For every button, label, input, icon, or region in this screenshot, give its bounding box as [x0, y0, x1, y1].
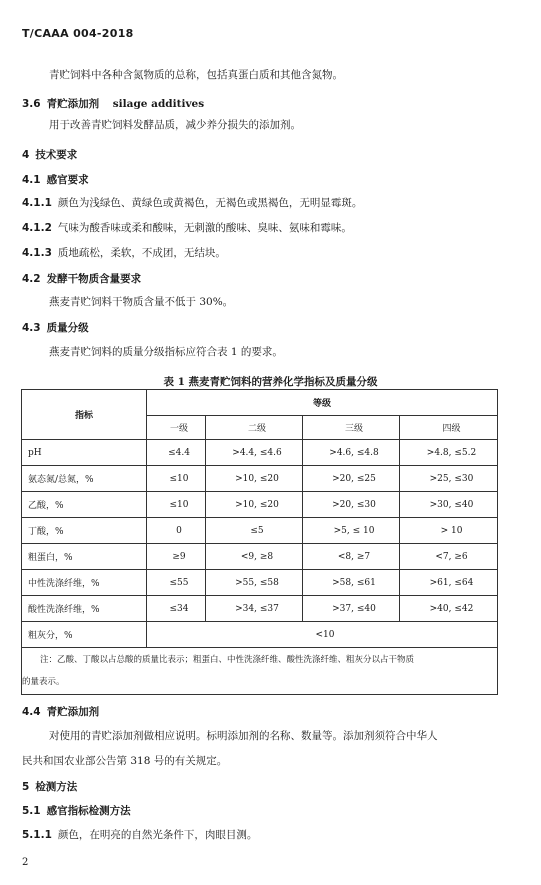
cell: >10, ≤20 [206, 466, 303, 492]
cell: >40, ≤42 [400, 596, 498, 622]
cell: >25, ≤30 [400, 466, 498, 492]
table-row [22, 544, 498, 570]
cell: >58, ≤61 [303, 570, 400, 596]
cell: >4.4, ≤4.6 [206, 440, 303, 466]
cell: <7, ≥6 [400, 544, 498, 570]
cell: ≥9 [147, 544, 206, 570]
cell: >10, ≤20 [206, 492, 303, 518]
section-4-heading: 4 技术要求 [22, 149, 78, 161]
section-4-3-text: 燕麦青贮饲料的质量分级指标应符合表 1 的要求。 [49, 346, 283, 358]
cell: >20, ≤25 [303, 466, 400, 492]
section-5-1-heading: 5.1 感官指标检测方法 [22, 805, 131, 817]
table-header-row [22, 390, 498, 416]
note-line-1: 注：乙酸、丁酸以占总酸的质量比表示；粗蛋白、中性洗涤纤维、酸性洗涤纤维、粗灰分以占干物质 [40, 655, 415, 665]
row-label: 中性洗涤纤维，% [22, 570, 147, 596]
cell: ≤10 [147, 466, 206, 492]
cell: ≤4.4 [147, 440, 206, 466]
section-4-1-3: 4.1.3 质地疏松，柔软，不成团，无结块。 [22, 247, 226, 259]
row-label: 粗灰分，% [22, 622, 147, 648]
cell: >4.6, ≤4.8 [303, 440, 400, 466]
page-number: 2 [22, 857, 29, 868]
crude-protein-definition: 青贮饲料中各种含氮物质的总称，包括真蛋白质和其他含氮物。 [49, 69, 343, 81]
document-code: T/CAAA 004-2018 [22, 27, 134, 40]
table-caption: 表 1 燕麦青贮饲料的营养化学指标及质量分级 [163, 376, 378, 388]
row-label: 丁酸，% [22, 518, 147, 544]
section-3-6-text: 用于改善青贮饲料发酵品质，减少养分损失的添加剂。 [49, 119, 301, 131]
cell: >55, ≤58 [206, 570, 303, 596]
cell: >5, ≤ 10 [303, 518, 400, 544]
indicator-header: 指标 [22, 390, 147, 440]
section-5-heading: 5 检测方法 [22, 781, 78, 793]
cell: >61, ≤64 [400, 570, 498, 596]
grade-1-header: 一级 [147, 416, 206, 440]
section-5-1-1: 5.1.1 颜色，在明亮的自然光条件下，肉眼目测。 [22, 829, 258, 841]
section-3-6-heading: 3.6 青贮添加剂 silage additives [22, 98, 205, 110]
table-row [22, 596, 498, 622]
row-label: 粗蛋白，% [22, 544, 147, 570]
section-4-2-text: 燕麦青贮饲料干物质含量不低于 30%。 [49, 296, 234, 308]
cell: ≤34 [147, 596, 206, 622]
section-4-2-heading: 4.2 发酵干物质含量要求 [22, 273, 142, 285]
grade-3-header: 三级 [303, 416, 400, 440]
row-label: 氨态氮/总氮，% [22, 466, 147, 492]
note-line-2: 的量表示。 [22, 677, 65, 687]
table-note-row [22, 648, 498, 695]
section-4-4-text-line-2: 民共和国农业部公告第 318 号的有关规定。 [22, 755, 228, 767]
cell: <10 [147, 622, 498, 648]
cell: 0 [147, 518, 206, 544]
cell: <8, ≥7 [303, 544, 400, 570]
grade-4-header: 四级 [400, 416, 498, 440]
cell: > 10 [400, 518, 498, 544]
section-4-1-2: 4.1.2 气味为酸香味或柔和酸味，无刺激的酸味、臭味、氨味和霉味。 [22, 222, 352, 234]
section-4-1-heading: 4.1 感官要求 [22, 174, 89, 186]
row-label: pH [22, 440, 147, 466]
table-row [22, 440, 498, 466]
row-label: 酸性洗涤纤维，% [22, 596, 147, 622]
table-row [22, 466, 498, 492]
section-4-1-1: 4.1.1 颜色为浅绿色、黄绿色或黄褐色，无褐色或黑褐色，无明显霉斑。 [22, 197, 363, 209]
cell: >4.8, ≤5.2 [400, 440, 498, 466]
cell: ≤5 [206, 518, 303, 544]
section-4-4-text-line-1: 对使用的青贮添加剂做相应说明。标明添加剂的名称、数量等。添加剂须符合中华人 [49, 730, 438, 742]
table-note [22, 648, 498, 695]
table-row [22, 518, 498, 544]
table-row [22, 492, 498, 518]
cell: <9, ≥8 [206, 544, 303, 570]
grade-2-header: 二级 [206, 416, 303, 440]
row-label: 乙酸，% [22, 492, 147, 518]
cell: ≤55 [147, 570, 206, 596]
section-4-3-heading: 4.3 质量分级 [22, 322, 89, 334]
section-4-4-heading: 4.4 青贮添加剂 [22, 706, 100, 718]
cell: >37, ≤40 [303, 596, 400, 622]
table-row [22, 622, 498, 648]
table-row [22, 570, 498, 596]
cell: >20, ≤30 [303, 492, 400, 518]
cell: >34, ≤37 [206, 596, 303, 622]
cell: >30, ≤40 [400, 492, 498, 518]
cell: ≤10 [147, 492, 206, 518]
quality-grade-table [21, 389, 498, 695]
grade-header: 等级 [147, 390, 498, 416]
